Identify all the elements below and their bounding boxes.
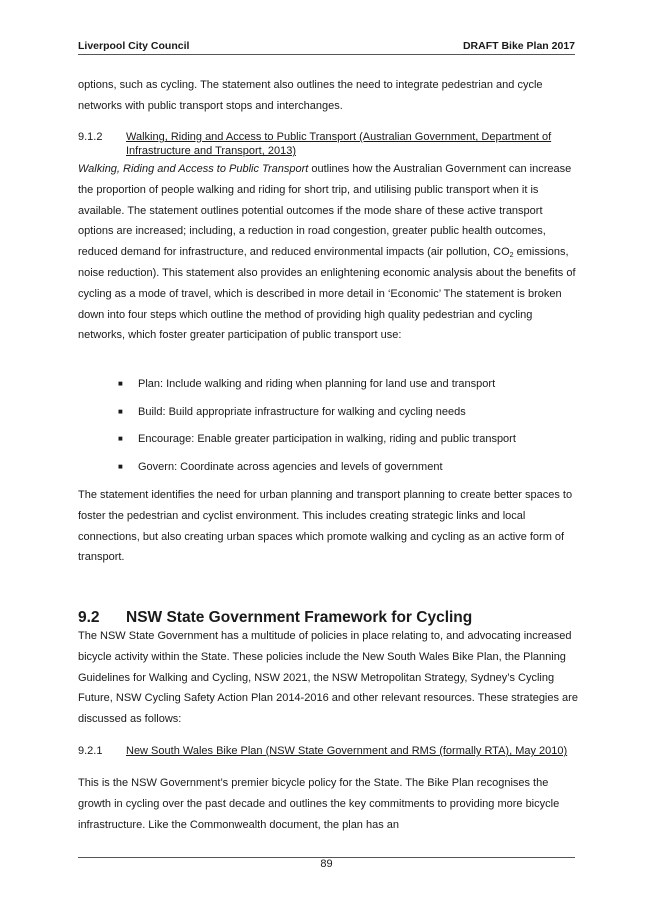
page-header	[78, 40, 575, 54]
subsection-9-2-1-paragraph: This is the NSW Government’s premier bicycle policy for the State. The Bike Plan recognises the growth in cycling over the past decade and outlines the key commitments to providing more bicycle infrastructure. Like the Commonwealth document, the plan has an	[78, 777, 560, 831]
page-number: 89	[320, 858, 333, 870]
paragraph-text-part-2: emissions, noise reduction). This statement also provides an enlightening economic analysis about the benefits of cycling as a mode of travel, which is described in more detail in ‘Economic’ The statement is broken down into four steps which outline the method of providing high quality pedestrian and cycling networks, which foster greater participation of public transport use:	[78, 246, 576, 342]
bullet-square-icon: ■	[118, 406, 123, 416]
section-number: 9.2	[78, 609, 100, 626]
list-item-text: Govern: Coordinate across agencies and levels of government	[138, 460, 443, 473]
list-item	[118, 429, 578, 457]
bullet-square-icon: ■	[118, 379, 123, 388]
co2-subscript: 2	[509, 252, 514, 260]
list-item-text: Encourage: Enable greater participation in walking, riding and public transport	[138, 433, 516, 445]
subsection-title: Walking, Riding and Access to Public Transport (Australian Government, Department of Infrastructure and Transport, 2013)	[126, 131, 552, 157]
subsection-9-1-2-closing-paragraph: The statement identifies the need for urban planning and transport planning to create better spaces to foster the pedestrian and cyclist environment. This includes creating strategic links and local connections, but also creating urban spaces which promote walking and cycling as an active form of transport.	[78, 489, 573, 564]
section-9-2-paragraph: The NSW State Government has a multitude of policies in place relating to, and advocating increased bicycle activity within the State. These policies include the New South Wales Bike Plan, the Planning Guidelines for Walking and Cycling, NSW 2021, the NSW Metropolitan Strategy, Sydney’s Cycling Future, NSW Cycling Safety Action Plan 2014-2016 and other relevant resources. These strategies are discussed as follows:	[78, 630, 578, 726]
list-item-text: Build: Build appropriate infrastructure for walking and cycling needs	[138, 405, 466, 418]
subsection-title: New South Wales Bike Plan (NSW State Government and RMS (formally RTA), May 2010)	[126, 745, 568, 757]
four-steps-list	[118, 374, 578, 484]
header-organization: Liverpool City Council	[78, 40, 190, 52]
bullet-square-icon: ■	[118, 461, 123, 471]
list-item	[118, 402, 578, 430]
list-item	[118, 457, 578, 485]
list-item-text: Plan: Include walking and riding when planning for land use and transport	[138, 378, 496, 390]
header-rule	[78, 54, 575, 55]
subsection-number: 9.1.2	[78, 131, 103, 143]
publication-title: Walking, Riding and Access to Public Transport	[78, 163, 309, 175]
subsection-9-1-2-paragraph	[78, 159, 578, 346]
list-item	[118, 374, 578, 402]
section-title: NSW State Government Framework for Cycling	[126, 609, 473, 626]
bullet-square-icon: ■	[118, 434, 123, 443]
paragraph-text-part-1: outlines how the Australian Government can increase the proportion of people walking and riding for short trip, and utilising public transport when it is available. The statement outlines potential outcomes if the mode share of these active transport options are increased; including, a reduction in road congestion, greater public health outcomes, reduced demand for infrastructure, and reduced environmental impacts (air pollution, CO	[78, 163, 572, 259]
intro-paragraph: options, such as cycling. The statement also outlines the need to integrate pedestrian and cycle networks with public transport stops and interchanges.	[78, 79, 543, 112]
subsection-number: 9.2.1	[78, 745, 103, 757]
header-document-title: DRAFT Bike Plan 2017	[462, 40, 575, 52]
